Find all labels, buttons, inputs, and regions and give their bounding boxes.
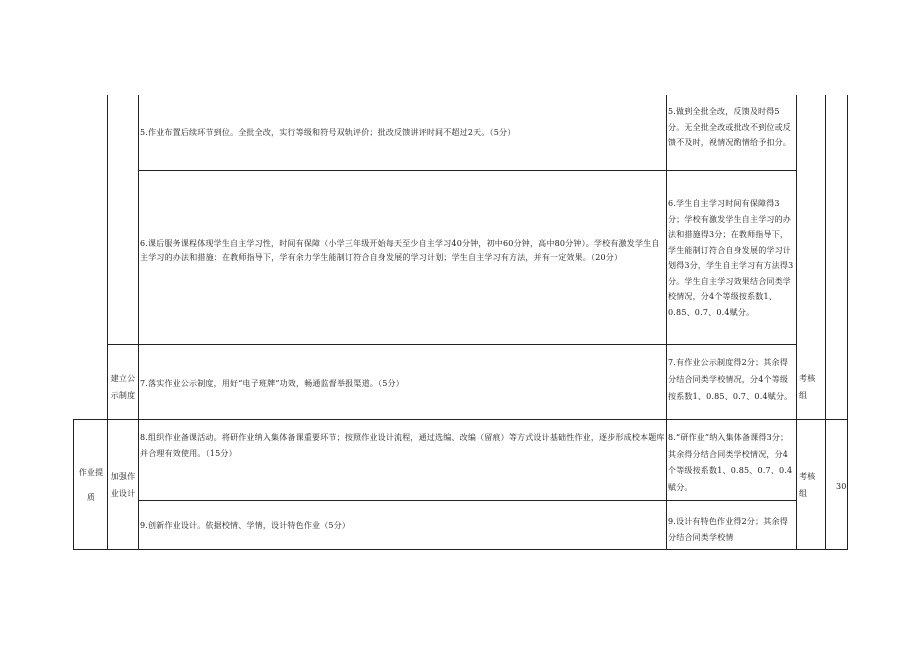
scoring-8: 8.“研作业”纳入集体备课得3分；其余得分结合同类学校情况，分4个等级按系数1、0.85、0.7、0.4赋分。 xyxy=(668,433,793,492)
table-bottom-border xyxy=(73,549,848,550)
subcategory-publicity: 建立公示制度 xyxy=(110,374,136,400)
row-border-8-9 xyxy=(138,500,796,501)
col-border-2 xyxy=(138,95,139,550)
category-homework-quality: 作业提质 xyxy=(78,468,104,502)
method-8: 考核组 xyxy=(799,472,816,498)
group-border-top xyxy=(73,419,848,420)
criterion-7: 7.落实作业公示制度，用好“电子班牌”功效，畅通监督举报渠道。（5分） xyxy=(140,379,404,388)
criterion-8: 8.组织作业备课活动。将研作业纳入集体备课重要环节；按照作业设计流程，通过选编、改编（留痕）等方式设计基础性作业，逐步形成校本题库并合理有效使用。（15分） xyxy=(140,433,665,458)
points-30: 30 xyxy=(836,482,847,491)
scoring-7: 7.有作业公示制度得2分；其余得分结合同类学校情况，分4个等级按系数1、0.85、0.7、0.4赋分。 xyxy=(668,358,793,401)
row-border-6-7 xyxy=(107,344,796,345)
scoring-5: 5.做到全批全改，反馈及时得5分。无全批全改或批改不到位或反馈不及时，视情况酌情给予扣分。 xyxy=(668,107,791,147)
col-border-3 xyxy=(666,95,667,550)
left-border xyxy=(73,419,74,550)
criterion-5: 5.作业布置后续环节到位。全批全改，实行等级和符号双轨评价；批改反馈讲评时间不超过2天。（5分） xyxy=(140,128,516,137)
col-border-4 xyxy=(796,95,797,550)
subcategory-homework-design: 加强作业设计 xyxy=(110,472,136,498)
col-border-5 xyxy=(825,95,826,550)
row-border-5-6 xyxy=(138,170,796,171)
method-7: 考核组 xyxy=(799,374,816,400)
criterion-9: 9.创新作业设计。依据校情、学情，设计特色作业（5分） xyxy=(140,521,351,530)
criterion-6: 6.课后服务课程体现学生自主学习性，时间有保障（小学三年级开始每天至少自主学习40分钟，初中60分钟，高中80分钟）。学校有激发学生自主学习的办法和措施：在教师指导下，学有余力学生能制订符合自身发展的学习计划；学生自主学习有方法，并有一定效果。（20分） xyxy=(140,239,660,262)
scoring-9: 9.设计有特色作业得2分；其余得分结合同类学校情 xyxy=(668,517,788,542)
scoring-6: 6.学生自主学习时间有保障得3分；学校有激发学生自主学习的办法和措施得3分；在教师指导下，学生能制订符合自身发展的学习计划得3分，学生自主学习有方法得3分。学生自主学习效果结合同类学校情况，分4个等级按系数1、0.85、0.7、0.4赋分。 xyxy=(668,199,794,317)
